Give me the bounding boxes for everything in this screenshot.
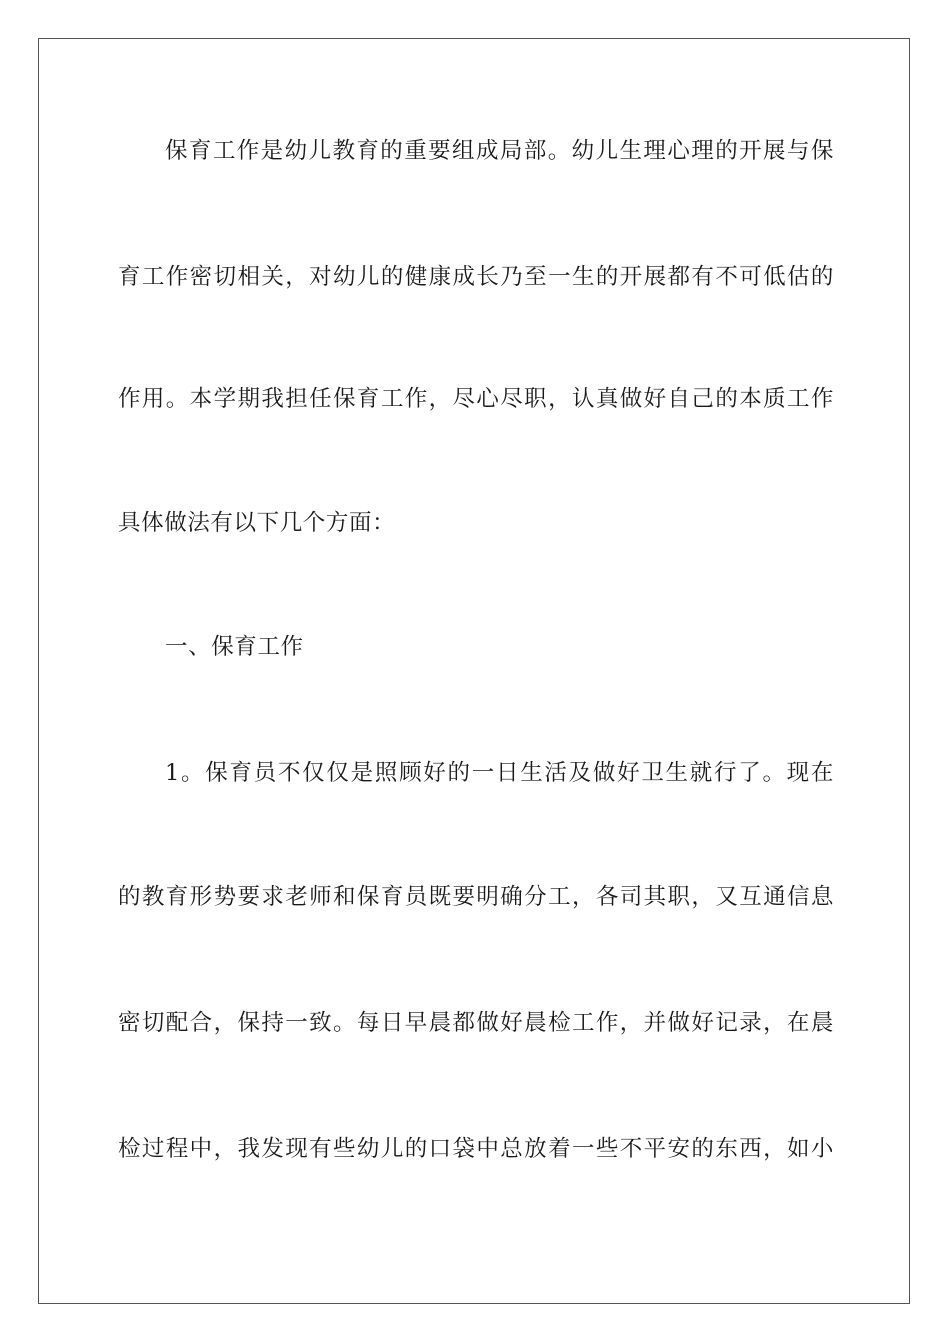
page-border <box>38 38 910 1304</box>
paragraph-2-line-2: 的教育形势要求老师和保育员既要明确分工，各司其职，又互通信息 <box>118 884 834 910</box>
paragraph-1-line-3: 作用。本学期我担任保育工作，尽心尽职，认真做好自己的本质工作 <box>118 386 834 412</box>
paragraph-2-line-4: 检过程中，我发现有些幼儿的口袋中总放着一些不平安的东西，如小 <box>118 1136 834 1162</box>
section-heading: 一、保育工作 <box>165 634 304 660</box>
paragraph-1-line-2: 育工作密切相关，对幼儿的健康成长乃至一生的开展都有不可低估的 <box>118 264 834 290</box>
paragraph-2-line-3: 密切配合，保持一致。每日早晨都做好晨检工作，并做好记录，在晨 <box>118 1010 834 1036</box>
paragraph-1-line-1: 保育工作是幼儿教育的重要组成局部。幼儿生理心理的开展与保 <box>165 138 834 164</box>
paragraph-1-line-4: 具体做法有以下几个方面： <box>118 510 396 536</box>
paragraph-2-line-1: 1。保育员不仅仅是照顾好的一日生活及做好卫生就行了。现在 <box>165 760 834 786</box>
